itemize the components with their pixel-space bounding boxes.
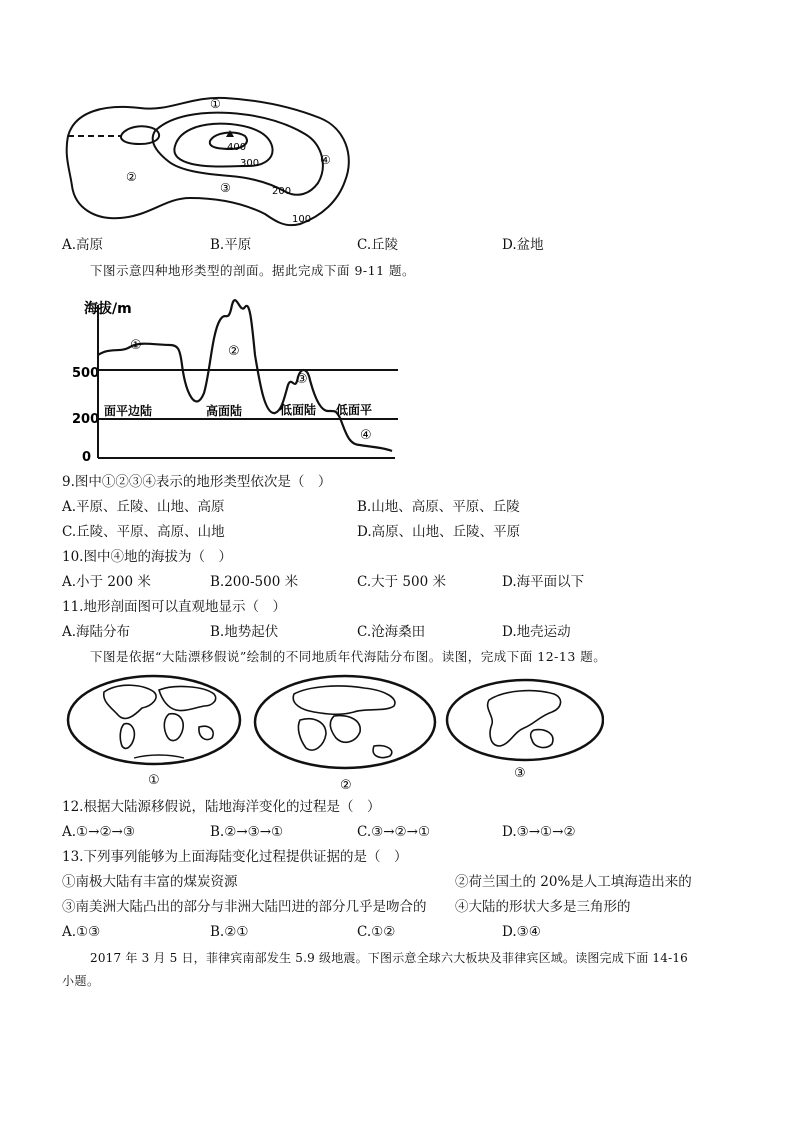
q10-option-d: D.海平面以下: [502, 574, 585, 590]
intro-12-13: 下图是依据“大陆漂移假说”绘制的不同地质年代海陆分布图。读图，完成下面 12-13 题。: [90, 649, 607, 664]
intro-14-16-line2: 小题。: [62, 974, 100, 988]
q9-option-c: C.丘陵、平原、高原、山地: [62, 524, 225, 540]
q11-option-b: B.地势起伏: [210, 624, 279, 640]
q11-option-d: D.地壳运动: [502, 624, 571, 640]
q10-option-c: C.大于 500 米: [357, 574, 446, 590]
intro-9-11: 下图示意四种地形类型的剖面。据此完成下面 9-11 题。: [90, 263, 416, 278]
q10-option-a: A.小于 200 米: [62, 574, 151, 590]
profile-label-2: ②: [228, 344, 240, 359]
q13-option-a: A.①③: [62, 924, 101, 940]
q12-option-b: B.②→③→①: [210, 824, 284, 840]
q9-stem: 9.图中①②③④表示的地形类型依次是（ ）: [62, 474, 332, 490]
q9-option-a: A.平原、丘陵、山地、高原: [62, 499, 225, 515]
q13-statement-4: ④大陆的形状大多是三角形的: [455, 899, 631, 915]
globe-label-2: ②: [340, 778, 352, 793]
globe-3: [447, 680, 603, 760]
label-1: ①: [210, 97, 221, 111]
q13-statement-3: ③南美洲大陆凸出的部分与非洲大陆凹进的部分几乎是吻合的: [62, 899, 427, 915]
region-label-3: 低面陆: [280, 403, 317, 417]
contour-map-figure: [60, 86, 360, 231]
q11-stem: 11.地形剖面图可以直观地显示（ ）: [62, 599, 286, 615]
profile-label-1: ①: [130, 338, 142, 353]
label-3: ③: [220, 181, 231, 195]
prev-option-c: C.丘陵: [357, 237, 399, 253]
globe-1: [68, 676, 240, 764]
globe-2: [255, 676, 435, 768]
q9-option-b: B.山地、高原、平原、丘陵: [357, 499, 520, 515]
q9-option-d: D.高原、山地、丘陵、平原: [357, 524, 521, 540]
q13-option-b: B.②①: [210, 924, 249, 940]
region-label-4: 低面平: [336, 403, 373, 417]
value-100: 100: [292, 214, 312, 225]
profile-label-4: ④: [360, 428, 372, 443]
continental-drift-figure: [64, 672, 604, 794]
q13-statement-2: ②荷兰国土的 20%是人工填海造出来的: [455, 874, 692, 890]
globe-label-1: ①: [148, 773, 160, 788]
globe-label-3: ③: [514, 766, 526, 781]
q11-option-c: C.沧海桑田: [357, 624, 426, 640]
q13-option-d: D.③④: [502, 924, 541, 940]
prev-option-d: D.盆地: [502, 237, 544, 253]
q12-option-d: D.③→①→②: [502, 824, 576, 840]
tick-500: 500: [72, 366, 100, 381]
q12-option-c: C.③→②→①: [357, 824, 431, 840]
profile-line: [98, 300, 392, 451]
prev-option-b: B.平原: [210, 237, 252, 253]
q10-stem: 10.图中④地的海拔为（ ）: [62, 549, 232, 565]
profile-label-3: ③: [296, 372, 308, 387]
label-2: ②: [126, 170, 137, 184]
prev-option-a: A.高原: [62, 237, 104, 253]
tick-200: 200: [72, 412, 100, 427]
q13-stem: 13.下列事列能够为上面海陆变化过程提供证据的是（ ）: [62, 849, 408, 865]
value-400: 400: [227, 142, 247, 153]
intro-14-16-line1: 2017 年 3 月 5 日，菲律宾南部发生 5.9 级地震。下图示意全球六大板块及菲律宾区域。读图完成下面 14-16: [90, 951, 689, 965]
q13-statement-1: ①南极大陆有丰富的煤炭资源: [62, 874, 238, 890]
q13-option-c: C.①②: [357, 924, 396, 940]
tick-0: 0: [82, 450, 92, 465]
q12-stem: 12.根据大陆源移假说，陆地海洋变化的过程是（ ）: [62, 799, 381, 815]
q12-option-a: A.①→②→③: [62, 824, 135, 840]
terrain-profile-figure: [70, 285, 410, 465]
q11-option-a: A.海陆分布: [62, 624, 131, 640]
q10-option-b: B.200-500 米: [210, 574, 299, 590]
region-label-2: 高面陆: [206, 404, 243, 418]
value-300: 300: [240, 158, 260, 169]
region-label-1: 面平边陆: [104, 404, 153, 418]
value-200: 200: [272, 186, 292, 197]
label-4: ④: [320, 153, 331, 167]
profile-ylabel: 海拔/m: [84, 301, 132, 317]
contour-100: [67, 98, 349, 225]
